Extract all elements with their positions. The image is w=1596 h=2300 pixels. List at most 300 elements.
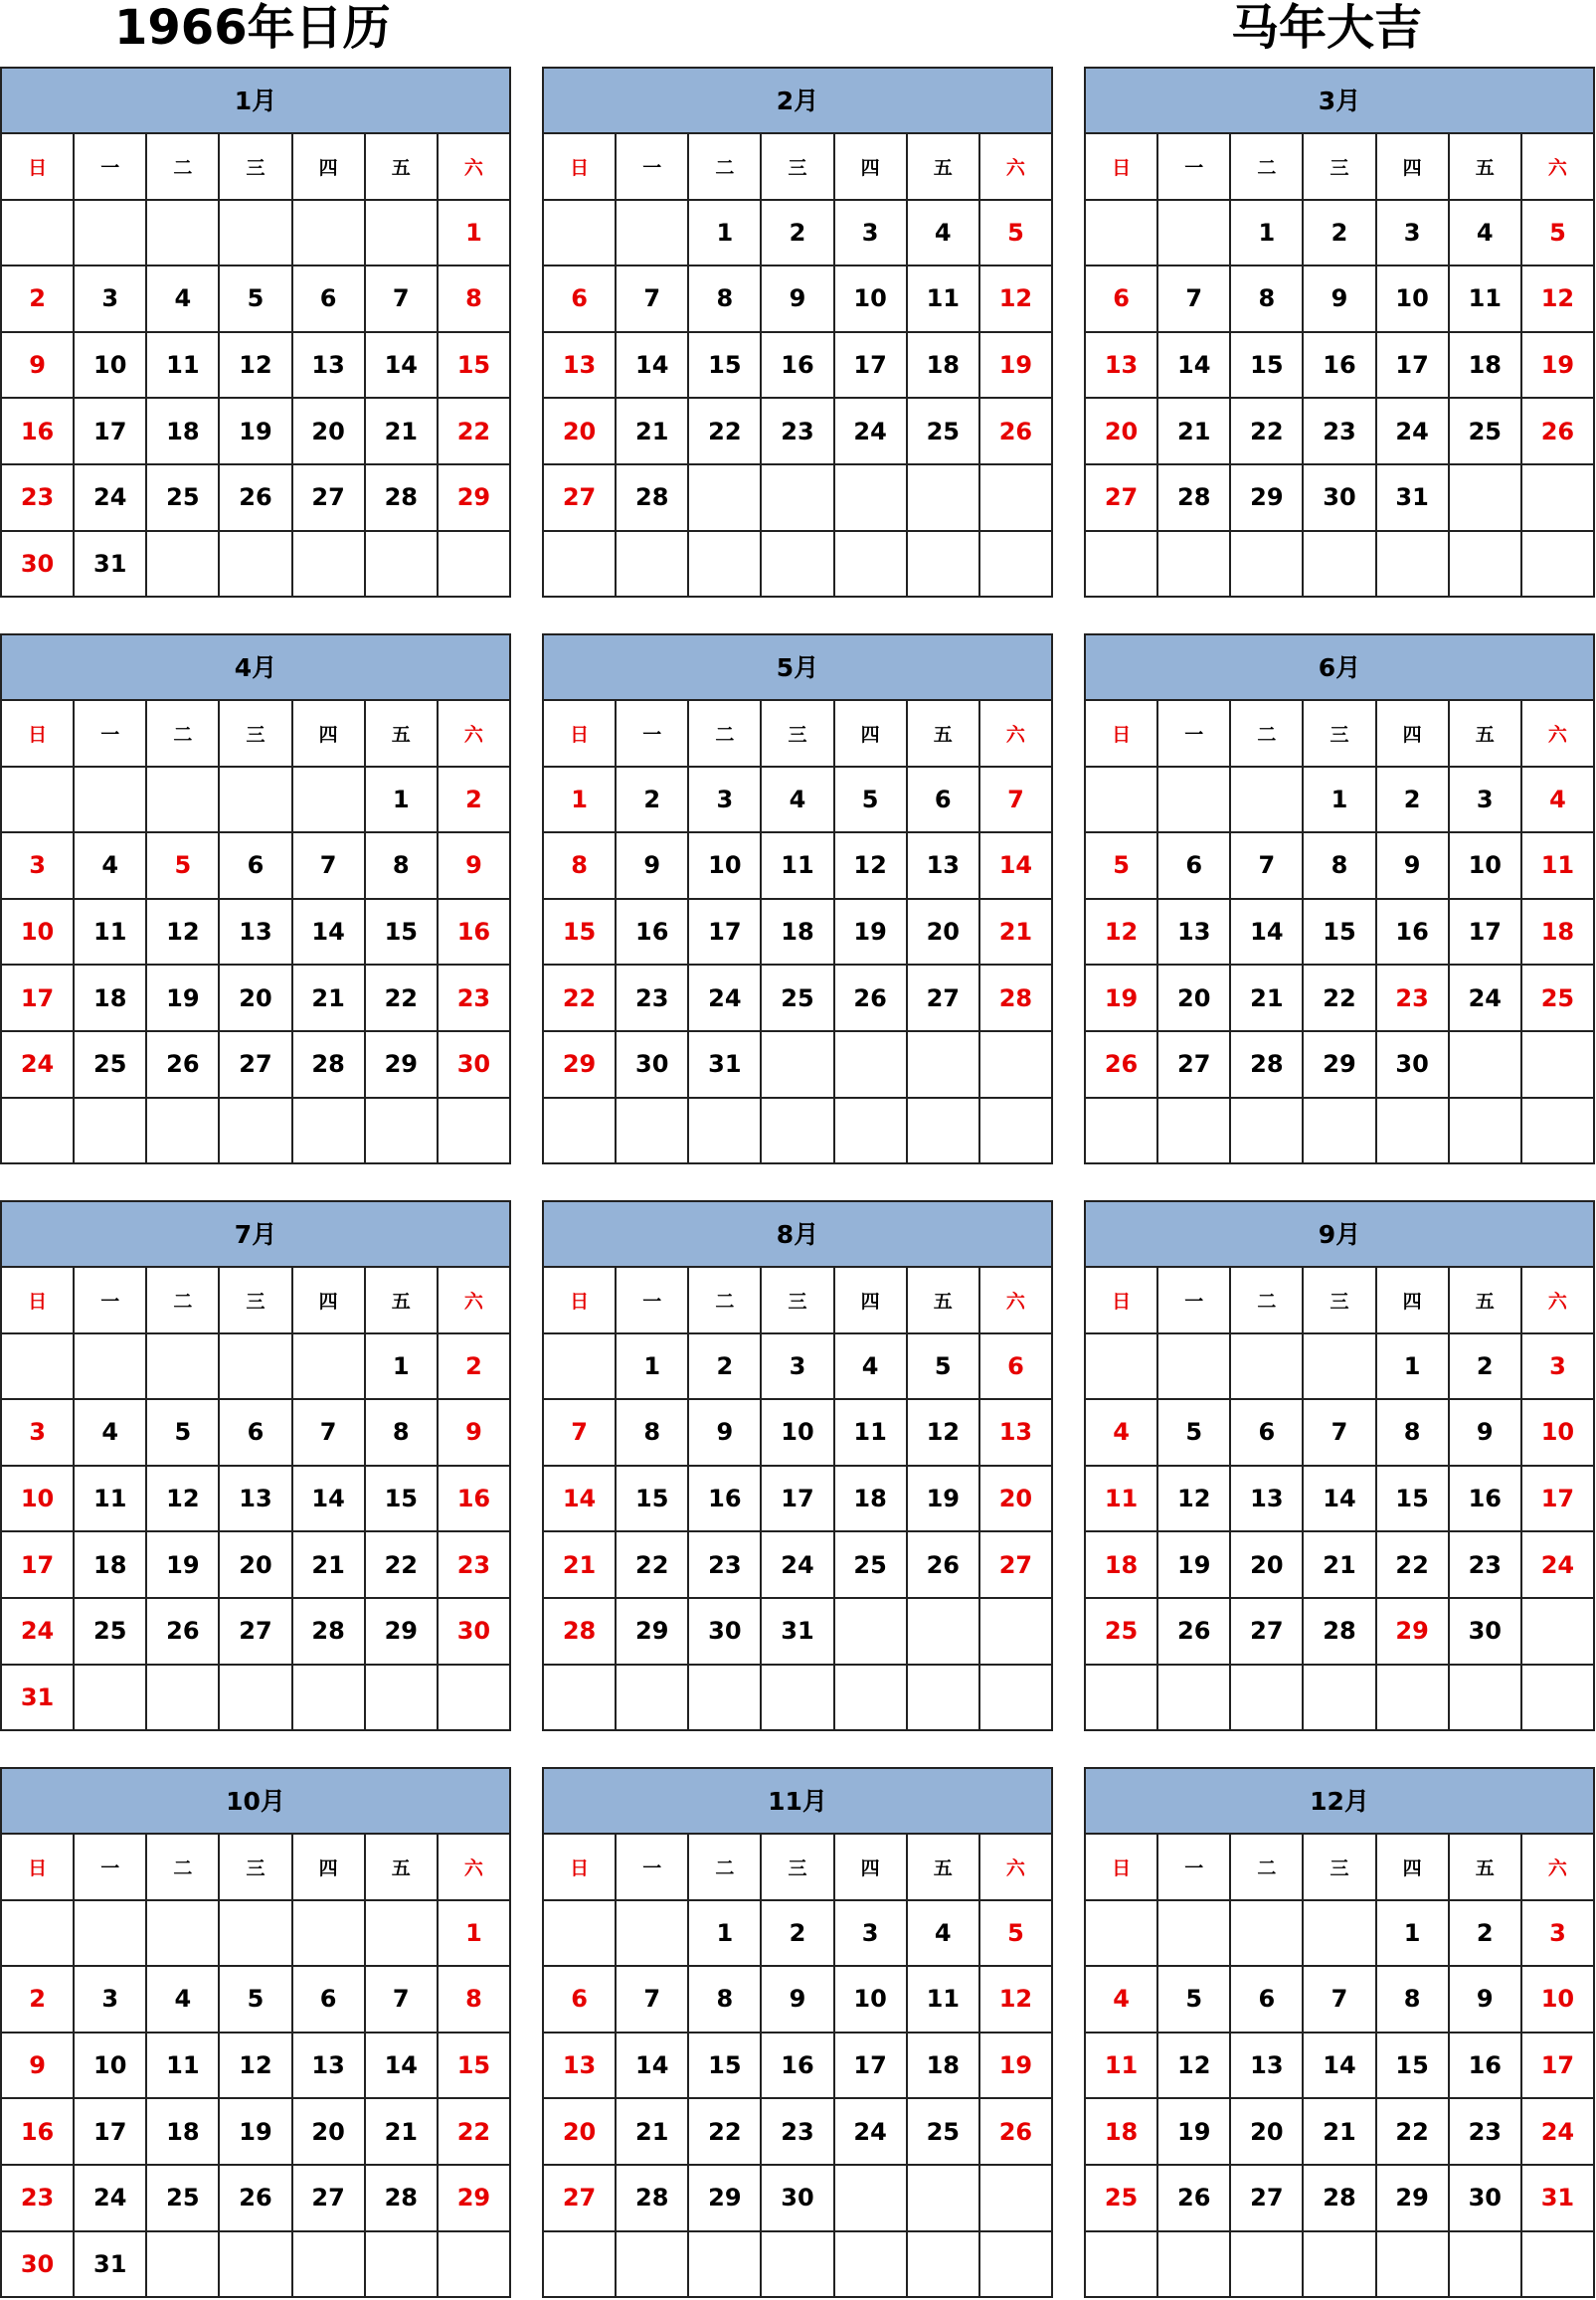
empty-cell xyxy=(544,532,617,599)
day-cell: 3 xyxy=(2,1400,75,1467)
empty-cell xyxy=(1522,1032,1595,1099)
empty-cell xyxy=(1158,1666,1231,1732)
day-cell: 8 xyxy=(1377,1967,1450,2034)
empty-cell xyxy=(1158,201,1231,267)
day-cell: 10 xyxy=(2,1467,75,1533)
day-cell: 10 xyxy=(75,333,147,400)
day-cell: 9 xyxy=(762,266,834,333)
day-cell: 11 xyxy=(762,833,834,900)
day-cell: 28 xyxy=(366,2166,439,2232)
weekday-label: 二 xyxy=(689,134,762,201)
day-cell: 6 xyxy=(293,266,366,333)
empty-cell xyxy=(147,201,220,267)
weekday-label: 日 xyxy=(544,134,617,201)
empty-cell xyxy=(908,532,980,599)
day-cell: 12 xyxy=(220,333,292,400)
day-cell: 6 xyxy=(293,1967,366,2034)
day-cell: 25 xyxy=(1086,2166,1158,2232)
empty-cell xyxy=(835,2232,908,2299)
day-cell: 22 xyxy=(1377,2099,1450,2166)
empty-cell xyxy=(1522,1599,1595,1666)
day-cell: 8 xyxy=(366,1400,439,1467)
empty-cell xyxy=(980,1666,1053,1732)
weekday-label: 四 xyxy=(293,134,366,201)
day-cell: 20 xyxy=(544,399,617,465)
day-cell: 6 xyxy=(908,768,980,834)
day-cell: 16 xyxy=(1377,900,1450,967)
day-cell: 4 xyxy=(1450,201,1522,267)
day-cell: 4 xyxy=(1086,1967,1158,2034)
day-cell: 24 xyxy=(689,966,762,1032)
weekday-label: 二 xyxy=(147,134,220,201)
day-cell: 20 xyxy=(1086,399,1158,465)
day-cell: 4 xyxy=(75,1400,147,1467)
day-cell: 26 xyxy=(1158,2166,1231,2232)
weekday-label: 三 xyxy=(220,1268,292,1334)
day-cell: 13 xyxy=(293,333,366,400)
month-block xyxy=(1084,1200,1595,1731)
day-cell: 2 xyxy=(439,1334,511,1401)
weekday-label: 一 xyxy=(617,1268,689,1334)
day-cell: 9 xyxy=(1377,833,1450,900)
day-cell: 26 xyxy=(220,465,292,532)
month-header: 10月 xyxy=(2,1769,511,1835)
empty-cell xyxy=(835,465,908,532)
weekday-label: 五 xyxy=(366,134,439,201)
empty-cell xyxy=(1086,2232,1158,2299)
day-cell: 28 xyxy=(1304,2166,1376,2232)
day-cell: 2 xyxy=(1377,768,1450,834)
day-cell: 1 xyxy=(366,1334,439,1401)
weekday-label: 六 xyxy=(1522,134,1595,201)
weekday-label: 四 xyxy=(1377,134,1450,201)
day-cell: 14 xyxy=(1304,2034,1376,2100)
day-cell: 19 xyxy=(220,2099,292,2166)
day-cell: 24 xyxy=(1377,399,1450,465)
day-cell: 28 xyxy=(617,2166,689,2232)
empty-cell xyxy=(1086,201,1158,267)
day-cell: 9 xyxy=(1450,1967,1522,2034)
day-cell: 26 xyxy=(835,966,908,1032)
empty-cell xyxy=(439,2232,511,2299)
weekday-label: 五 xyxy=(1450,1835,1522,1901)
weekday-label: 四 xyxy=(293,701,366,768)
weekday-label: 六 xyxy=(980,134,1053,201)
month-grid xyxy=(544,1835,1053,2298)
day-cell: 20 xyxy=(1231,1532,1304,1599)
day-cell: 27 xyxy=(980,1532,1053,1599)
empty-cell xyxy=(1086,1334,1158,1401)
month-block xyxy=(542,67,1053,598)
day-cell: 12 xyxy=(1522,266,1595,333)
day-cell: 30 xyxy=(1450,1599,1522,1666)
day-cell: 6 xyxy=(1086,266,1158,333)
empty-cell xyxy=(220,532,292,599)
month-header: 7月 xyxy=(2,1202,511,1268)
day-cell: 20 xyxy=(1158,966,1231,1032)
day-cell: 10 xyxy=(835,1967,908,2034)
empty-cell xyxy=(617,1901,689,1968)
empty-cell xyxy=(1158,1334,1231,1401)
day-cell: 3 xyxy=(835,201,908,267)
weekday-label: 一 xyxy=(1158,1268,1231,1334)
day-cell: 5 xyxy=(1158,1400,1231,1467)
weekday-label: 日 xyxy=(2,1835,75,1901)
day-cell: 28 xyxy=(617,465,689,532)
day-cell: 29 xyxy=(366,1599,439,1666)
empty-cell xyxy=(220,1666,292,1732)
weekday-label: 一 xyxy=(1158,701,1231,768)
day-cell: 9 xyxy=(2,2034,75,2100)
empty-cell xyxy=(1231,532,1304,599)
weekday-label: 四 xyxy=(835,1835,908,1901)
empty-cell xyxy=(835,1599,908,1666)
day-cell: 16 xyxy=(1450,1467,1522,1533)
month-block xyxy=(1084,1767,1595,2298)
day-cell: 12 xyxy=(1158,1467,1231,1533)
day-cell: 17 xyxy=(1450,900,1522,967)
day-cell: 21 xyxy=(293,1532,366,1599)
day-cell: 12 xyxy=(980,1967,1053,2034)
day-cell: 9 xyxy=(1304,266,1376,333)
day-cell: 21 xyxy=(1304,1532,1376,1599)
empty-cell xyxy=(980,2232,1053,2299)
weekday-label: 日 xyxy=(2,134,75,201)
month-block xyxy=(0,67,511,598)
empty-cell xyxy=(762,2232,834,2299)
empty-cell xyxy=(1522,1099,1595,1165)
weekday-label: 二 xyxy=(1231,701,1304,768)
empty-cell xyxy=(75,1334,147,1401)
empty-cell xyxy=(147,532,220,599)
day-cell: 25 xyxy=(1450,399,1522,465)
empty-cell xyxy=(835,2166,908,2232)
empty-cell xyxy=(366,1099,439,1165)
day-cell: 23 xyxy=(2,465,75,532)
day-cell: 21 xyxy=(1158,399,1231,465)
day-cell: 10 xyxy=(835,266,908,333)
day-cell: 28 xyxy=(980,966,1053,1032)
empty-cell xyxy=(366,1901,439,1968)
empty-cell xyxy=(689,1666,762,1732)
month-block xyxy=(542,633,1053,1164)
day-cell: 5 xyxy=(1522,201,1595,267)
day-cell: 12 xyxy=(147,900,220,967)
weekday-label: 二 xyxy=(689,701,762,768)
day-cell: 20 xyxy=(908,900,980,967)
day-cell: 16 xyxy=(2,399,75,465)
day-cell: 5 xyxy=(147,1400,220,1467)
day-cell: 25 xyxy=(908,2099,980,2166)
day-cell: 26 xyxy=(980,2099,1053,2166)
day-cell: 31 xyxy=(75,532,147,599)
empty-cell xyxy=(544,1099,617,1165)
day-cell: 7 xyxy=(1304,1400,1376,1467)
empty-cell xyxy=(689,1099,762,1165)
day-cell: 8 xyxy=(689,1967,762,2034)
day-cell: 6 xyxy=(544,266,617,333)
month-header: 4月 xyxy=(2,635,511,701)
day-cell: 22 xyxy=(617,1532,689,1599)
day-cell: 26 xyxy=(908,1532,980,1599)
empty-cell xyxy=(835,1666,908,1732)
empty-cell xyxy=(544,2232,617,2299)
day-cell: 25 xyxy=(835,1532,908,1599)
weekday-label: 六 xyxy=(439,134,511,201)
empty-cell xyxy=(293,1334,366,1401)
empty-cell xyxy=(762,1099,834,1165)
empty-cell xyxy=(220,768,292,834)
day-cell: 15 xyxy=(617,1467,689,1533)
day-cell: 3 xyxy=(1522,1334,1595,1401)
empty-cell xyxy=(1377,1099,1450,1165)
weekday-label: 三 xyxy=(1304,701,1376,768)
day-cell: 10 xyxy=(1522,1967,1595,2034)
weekday-label: 六 xyxy=(980,1835,1053,1901)
day-cell: 8 xyxy=(689,266,762,333)
day-cell: 27 xyxy=(544,2166,617,2232)
day-cell: 27 xyxy=(1086,465,1158,532)
day-cell: 27 xyxy=(1231,2166,1304,2232)
day-cell: 11 xyxy=(908,266,980,333)
weekday-label: 三 xyxy=(220,134,292,201)
day-cell: 23 xyxy=(1450,1532,1522,1599)
weekday-label: 六 xyxy=(439,701,511,768)
day-cell: 8 xyxy=(1231,266,1304,333)
empty-cell xyxy=(762,1032,834,1099)
day-cell: 15 xyxy=(439,2034,511,2100)
day-cell: 29 xyxy=(366,1032,439,1099)
day-cell: 16 xyxy=(1450,2034,1522,2100)
day-cell: 13 xyxy=(1231,2034,1304,2100)
weekday-label: 二 xyxy=(147,701,220,768)
day-cell: 31 xyxy=(2,1666,75,1732)
day-cell: 24 xyxy=(835,399,908,465)
day-cell: 29 xyxy=(1304,1032,1376,1099)
day-cell: 20 xyxy=(293,2099,366,2166)
day-cell: 21 xyxy=(1231,966,1304,1032)
empty-cell xyxy=(1450,465,1522,532)
page-title: 1966年日历 xyxy=(114,0,391,56)
day-cell: 27 xyxy=(220,1032,292,1099)
day-cell: 1 xyxy=(544,768,617,834)
day-cell: 18 xyxy=(147,2099,220,2166)
day-cell: 19 xyxy=(835,900,908,967)
empty-cell xyxy=(980,1099,1053,1165)
weekday-label: 五 xyxy=(908,1268,980,1334)
day-cell: 22 xyxy=(689,399,762,465)
weekday-label: 三 xyxy=(762,134,834,201)
day-cell: 3 xyxy=(1522,1901,1595,1968)
empty-cell xyxy=(1231,2232,1304,2299)
day-cell: 9 xyxy=(1450,1400,1522,1467)
day-cell: 16 xyxy=(1304,333,1376,400)
day-cell: 14 xyxy=(1304,1467,1376,1533)
day-cell: 24 xyxy=(1522,1532,1595,1599)
day-cell: 8 xyxy=(1304,833,1376,900)
weekday-label: 一 xyxy=(75,134,147,201)
day-cell: 7 xyxy=(1231,833,1304,900)
month-header: 3月 xyxy=(1086,69,1595,134)
day-cell: 11 xyxy=(147,333,220,400)
weekday-label: 一 xyxy=(1158,134,1231,201)
month-header: 12月 xyxy=(1086,1769,1595,1835)
weekday-label: 一 xyxy=(617,1835,689,1901)
day-cell: 22 xyxy=(689,2099,762,2166)
empty-cell xyxy=(147,1901,220,1968)
day-cell: 26 xyxy=(1522,399,1595,465)
month-block xyxy=(542,1767,1053,2298)
empty-cell xyxy=(1231,1901,1304,1968)
day-cell: 5 xyxy=(908,1334,980,1401)
weekday-label: 二 xyxy=(147,1835,220,1901)
weekday-label: 五 xyxy=(366,701,439,768)
day-cell: 9 xyxy=(762,1967,834,2034)
day-cell: 19 xyxy=(147,1532,220,1599)
weekday-label: 二 xyxy=(689,1268,762,1334)
day-cell: 22 xyxy=(439,2099,511,2166)
day-cell: 19 xyxy=(908,1467,980,1533)
empty-cell xyxy=(2,1901,75,1968)
day-cell: 16 xyxy=(439,1467,511,1533)
month-grid xyxy=(2,1268,511,1731)
day-cell: 24 xyxy=(75,2166,147,2232)
weekday-label: 六 xyxy=(1522,1835,1595,1901)
month-grid xyxy=(1086,134,1595,598)
day-cell: 30 xyxy=(439,1032,511,1099)
day-cell: 7 xyxy=(544,1400,617,1467)
day-cell: 25 xyxy=(762,966,834,1032)
weekday-label: 三 xyxy=(1304,134,1376,201)
empty-cell xyxy=(2,1099,75,1165)
month-block xyxy=(0,1767,511,2298)
day-cell: 26 xyxy=(980,399,1053,465)
day-cell: 30 xyxy=(2,532,75,599)
empty-cell xyxy=(220,1099,292,1165)
month-header: 5月 xyxy=(544,635,1053,701)
day-cell: 18 xyxy=(762,900,834,967)
day-cell: 30 xyxy=(617,1032,689,1099)
weekday-label: 二 xyxy=(147,1268,220,1334)
day-cell: 7 xyxy=(617,1967,689,2034)
day-cell: 19 xyxy=(220,399,292,465)
day-cell: 2 xyxy=(1450,1901,1522,1968)
day-cell: 6 xyxy=(220,1400,292,1467)
day-cell: 5 xyxy=(220,266,292,333)
empty-cell xyxy=(366,1666,439,1732)
day-cell: 1 xyxy=(1377,1334,1450,1401)
day-cell: 21 xyxy=(1304,2099,1376,2166)
weekday-label: 日 xyxy=(1086,1835,1158,1901)
day-cell: 27 xyxy=(544,465,617,532)
empty-cell xyxy=(293,1099,366,1165)
day-cell: 23 xyxy=(439,1532,511,1599)
day-cell: 1 xyxy=(439,1901,511,1968)
day-cell: 23 xyxy=(762,399,834,465)
day-cell: 12 xyxy=(147,1467,220,1533)
weekday-label: 六 xyxy=(980,1268,1053,1334)
day-cell: 31 xyxy=(762,1599,834,1666)
day-cell: 11 xyxy=(147,2034,220,2100)
day-cell: 2 xyxy=(1304,201,1376,267)
day-cell: 25 xyxy=(1086,1599,1158,1666)
day-cell: 15 xyxy=(439,333,511,400)
day-cell: 9 xyxy=(439,833,511,900)
empty-cell xyxy=(75,1666,147,1732)
day-cell: 13 xyxy=(980,1400,1053,1467)
day-cell: 11 xyxy=(1522,833,1595,900)
day-cell: 1 xyxy=(617,1334,689,1401)
empty-cell xyxy=(2,201,75,267)
day-cell: 6 xyxy=(1231,1400,1304,1467)
weekday-label: 日 xyxy=(1086,1268,1158,1334)
day-cell: 3 xyxy=(75,266,147,333)
day-cell: 24 xyxy=(2,1032,75,1099)
day-cell: 28 xyxy=(293,1599,366,1666)
empty-cell xyxy=(1158,532,1231,599)
day-cell: 1 xyxy=(689,201,762,267)
day-cell: 4 xyxy=(147,1967,220,2034)
day-cell: 14 xyxy=(980,833,1053,900)
empty-cell xyxy=(220,201,292,267)
day-cell: 15 xyxy=(1231,333,1304,400)
day-cell: 20 xyxy=(544,2099,617,2166)
day-cell: 8 xyxy=(544,833,617,900)
day-cell: 23 xyxy=(689,1532,762,1599)
empty-cell xyxy=(908,1099,980,1165)
weekday-label: 一 xyxy=(75,1268,147,1334)
day-cell: 17 xyxy=(1522,1467,1595,1533)
empty-cell xyxy=(1231,768,1304,834)
day-cell: 9 xyxy=(617,833,689,900)
empty-cell xyxy=(1158,768,1231,834)
day-cell: 14 xyxy=(1158,333,1231,400)
empty-cell xyxy=(1304,532,1376,599)
day-cell: 13 xyxy=(908,833,980,900)
day-cell: 31 xyxy=(689,1032,762,1099)
month-grid xyxy=(544,701,1053,1164)
day-cell: 14 xyxy=(617,333,689,400)
weekday-label: 二 xyxy=(689,1835,762,1901)
day-cell: 4 xyxy=(762,768,834,834)
day-cell: 25 xyxy=(147,465,220,532)
day-cell: 16 xyxy=(439,900,511,967)
weekday-label: 日 xyxy=(544,701,617,768)
day-cell: 15 xyxy=(544,900,617,967)
empty-cell xyxy=(147,1099,220,1165)
day-cell: 21 xyxy=(617,399,689,465)
month-header: 1月 xyxy=(2,69,511,134)
day-cell: 21 xyxy=(980,900,1053,967)
empty-cell xyxy=(2,1334,75,1401)
day-cell: 13 xyxy=(544,2034,617,2100)
day-cell: 19 xyxy=(1086,966,1158,1032)
day-cell: 18 xyxy=(908,333,980,400)
empty-cell xyxy=(439,1099,511,1165)
day-cell: 30 xyxy=(439,1599,511,1666)
day-cell: 20 xyxy=(980,1467,1053,1533)
day-cell: 14 xyxy=(366,333,439,400)
day-cell: 2 xyxy=(1450,1334,1522,1401)
day-cell: 11 xyxy=(75,1467,147,1533)
day-cell: 1 xyxy=(366,768,439,834)
month-grid xyxy=(2,701,511,1164)
day-cell: 28 xyxy=(1304,1599,1376,1666)
empty-cell xyxy=(835,1032,908,1099)
weekday-label: 五 xyxy=(366,1268,439,1334)
empty-cell xyxy=(544,1901,617,1968)
empty-cell xyxy=(1086,1901,1158,1968)
